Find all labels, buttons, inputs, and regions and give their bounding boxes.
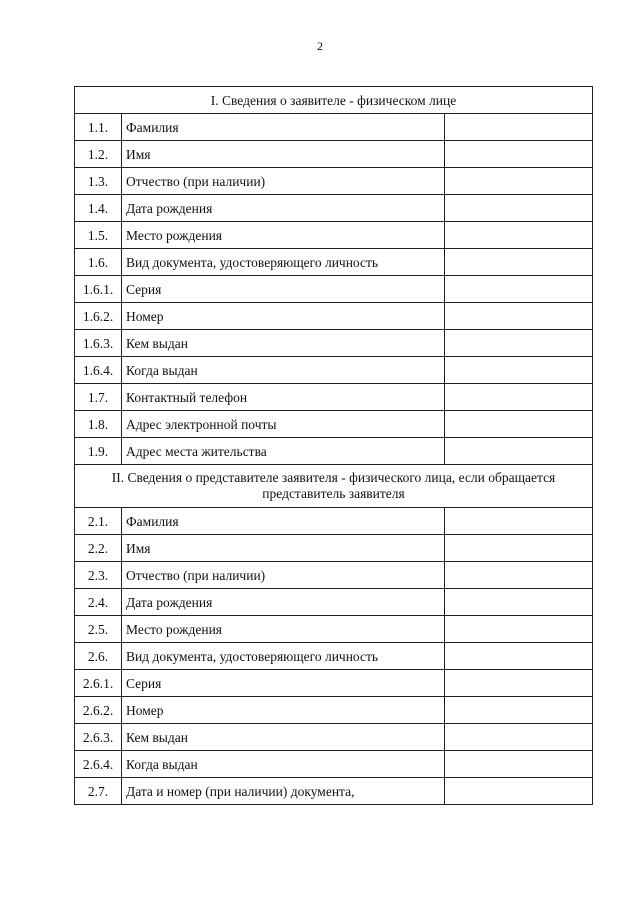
field-label: Когда выдан [122,357,445,384]
row-number: 2.6.1. [75,670,122,697]
table-row [75,303,593,330]
section-title: II. Сведения о представителе заявителя - физического лица, если обращается представитель заявителя [75,465,593,508]
table-row [75,249,593,276]
field-value-cell[interactable] [445,616,593,643]
field-value-cell[interactable] [445,535,593,562]
row-number: 1.6.2. [75,303,122,330]
field-value-cell[interactable] [445,724,593,751]
table-row [75,195,593,222]
table-row [75,562,593,589]
row-number: 2.1. [75,508,122,535]
row-number: 2.5. [75,616,122,643]
row-number: 1.8. [75,411,122,438]
section-header-row [75,87,593,114]
table-row [75,168,593,195]
field-label: Адрес места жительства [122,438,445,465]
row-number: 1.2. [75,141,122,168]
field-label: Кем выдан [122,330,445,357]
field-label: Адрес электронной почты [122,411,445,438]
field-value-cell[interactable] [445,114,593,141]
field-label: Вид документа, удостоверяющего личность [122,643,445,670]
table-row [75,535,593,562]
field-value-cell[interactable] [445,697,593,724]
table-row [75,141,593,168]
field-label: Серия [122,276,445,303]
table-row [75,276,593,303]
field-label: Место рождения [122,616,445,643]
row-number: 1.6. [75,249,122,276]
field-label: Дата рождения [122,195,445,222]
row-number: 1.9. [75,438,122,465]
row-number: 2.3. [75,562,122,589]
field-label: Имя [122,535,445,562]
applicant-form-table [74,86,593,805]
field-value-cell[interactable] [445,141,593,168]
row-number: 1.3. [75,168,122,195]
field-label: Имя [122,141,445,168]
table-row [75,438,593,465]
table-row [75,330,593,357]
field-label: Серия [122,670,445,697]
row-number: 1.6.3. [75,330,122,357]
table-row [75,616,593,643]
table-row [75,384,593,411]
field-label: Дата и номер (при наличии) документа, [122,778,445,805]
row-number: 1.6.4. [75,357,122,384]
row-number: 2.6.2. [75,697,122,724]
table-row [75,724,593,751]
table-row [75,751,593,778]
field-label: Номер [122,697,445,724]
section-header-row [75,465,593,508]
row-number: 1.7. [75,384,122,411]
field-label: Вид документа, удостоверяющего личность [122,249,445,276]
page-number: 2 [317,39,323,53]
field-value-cell[interactable] [445,778,593,805]
field-value-cell[interactable] [445,249,593,276]
field-label: Дата рождения [122,589,445,616]
row-number: 2.6.4. [75,751,122,778]
table-row [75,589,593,616]
field-value-cell[interactable] [445,330,593,357]
field-label: Номер [122,303,445,330]
field-label: Место рождения [122,222,445,249]
row-number: 1.4. [75,195,122,222]
row-number: 2.4. [75,589,122,616]
field-value-cell[interactable] [445,562,593,589]
table-row [75,114,593,141]
field-label: Когда выдан [122,751,445,778]
row-number: 2.2. [75,535,122,562]
field-value-cell[interactable] [445,643,593,670]
field-label: Отчество (при наличии) [122,168,445,195]
table-row [75,508,593,535]
field-value-cell[interactable] [445,670,593,697]
table-row [75,643,593,670]
field-value-cell[interactable] [445,168,593,195]
table-row [75,357,593,384]
field-label: Кем выдан [122,724,445,751]
section-title: I. Сведения о заявителе - физическом лице [75,87,593,114]
table-row [75,670,593,697]
field-value-cell[interactable] [445,751,593,778]
table-row [75,222,593,249]
field-value-cell[interactable] [445,276,593,303]
field-label: Контактный телефон [122,384,445,411]
field-label: Фамилия [122,508,445,535]
row-number: 1.6.1. [75,276,122,303]
field-value-cell[interactable] [445,222,593,249]
field-value-cell[interactable] [445,411,593,438]
row-number: 1.1. [75,114,122,141]
field-value-cell[interactable] [445,438,593,465]
table-row [75,778,593,805]
field-label: Отчество (при наличии) [122,562,445,589]
field-value-cell[interactable] [445,384,593,411]
row-number: 2.7. [75,778,122,805]
field-value-cell[interactable] [445,589,593,616]
form-body [75,87,593,805]
table-row [75,697,593,724]
table-row [75,411,593,438]
field-value-cell[interactable] [445,357,593,384]
field-value-cell[interactable] [445,195,593,222]
field-label: Фамилия [122,114,445,141]
field-value-cell[interactable] [445,508,593,535]
row-number: 2.6.3. [75,724,122,751]
row-number: 1.5. [75,222,122,249]
row-number: 2.6. [75,643,122,670]
field-value-cell[interactable] [445,303,593,330]
